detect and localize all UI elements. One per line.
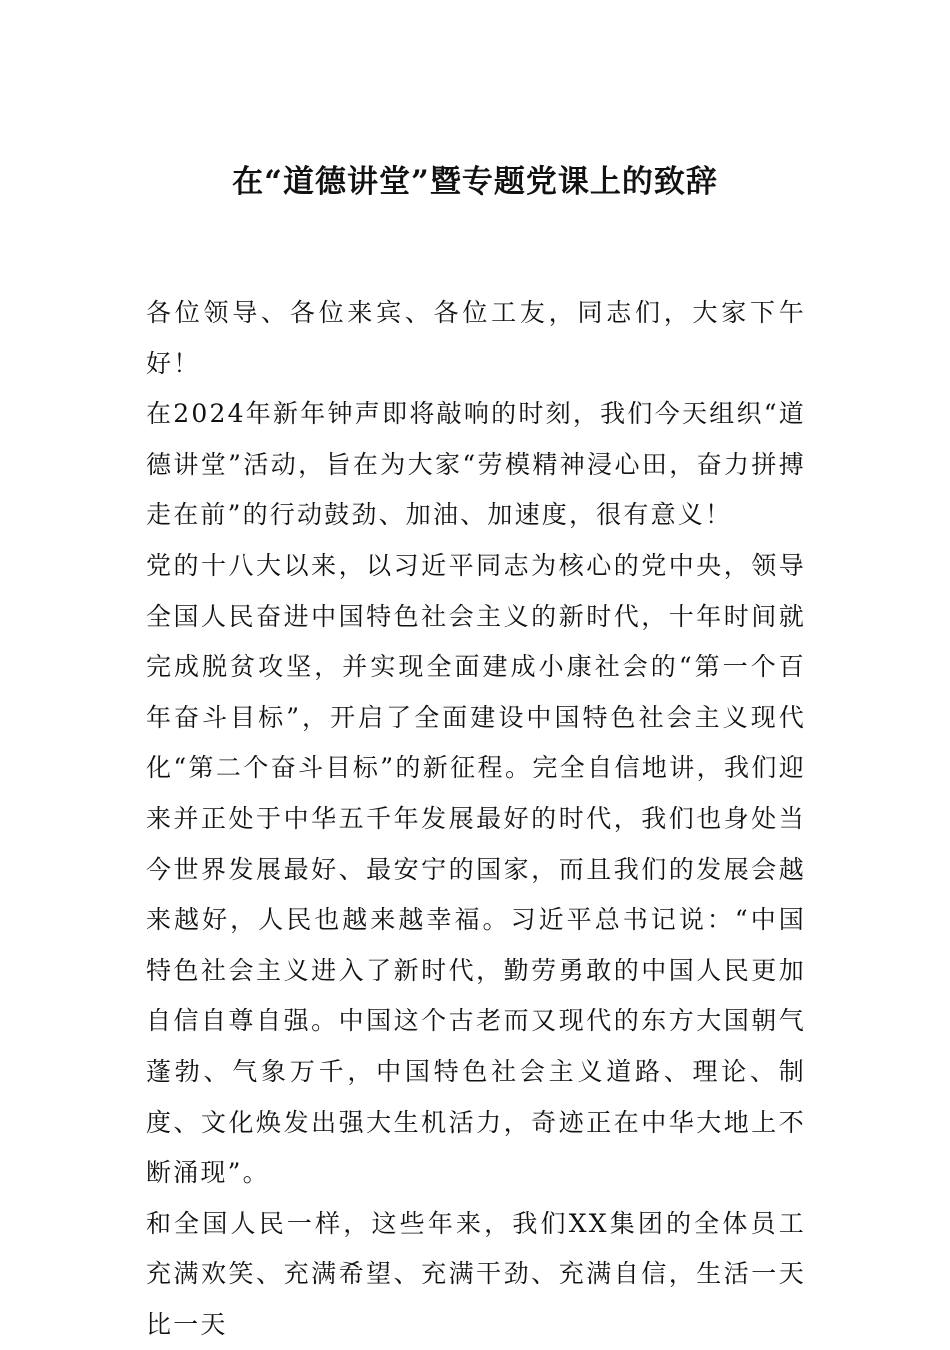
document-title: 在“道德讲堂”暨专题党课上的致辞: [232, 164, 718, 200]
paragraph-group: 和全国人民一样，这些年来，我们XX集团的全体员工充满欢笑、充满希望、充满干劲、充满自信，生活一天比一天: [146, 1208, 806, 1339]
paragraph-opening: 在2024年新年钟声即将敲响的时刻，我们今天组织“道德讲堂”活动，旨在为大家“劳模精神浸心田，奋力拼搏走在前”的行动鼓劲、加油、加速度，很有意义！: [146, 399, 806, 530]
document-body: [146, 288, 806, 1350]
paragraph-new-era: 党的十八大以来，以习近平同志为核心的党中央，领导全国人民奋进中国特色社会主义的新时代，十年时间就完成脱贫攻坚，并实现全面建成小康社会的“第一个百年奋斗目标”，开启了全面建设中国特色社会主义现代化“第二个奋斗目标”的新征程。完全自信地讲，我们迎来并正处于中华五千年发展最好的时代，我们也身处当今世界发展最好、最安宁的国家，而且我们的发展会越来越好，人民也越来越幸福。习近平总书记说：“中国特色社会主义进入了新时代，勤劳勇敢的中国人民更加自信自尊自强。中国这个古老而又现代的东方大国朝气蓬勃、气象万千，中国特色社会主义道路、理论、制度、文化焕发出强大生机活力，奇迹正在中华大地上不断涌现”。: [146, 550, 806, 1188]
paragraph-greeting: 各位领导、各位来宾、各位工友，同志们，大家下午好！: [146, 298, 806, 378]
